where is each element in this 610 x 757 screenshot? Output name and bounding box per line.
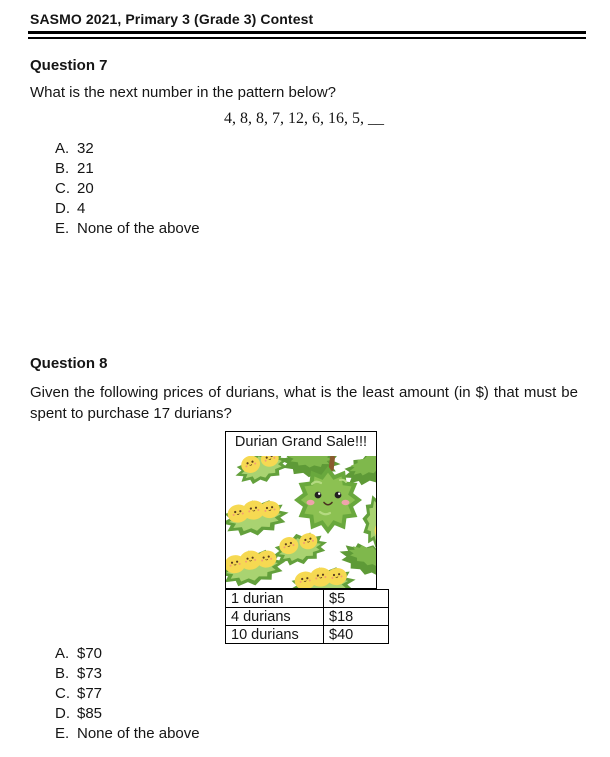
option-text: 32 xyxy=(77,140,94,157)
price-table-item: 1 durian xyxy=(226,590,324,608)
option-letter: C. xyxy=(55,685,70,702)
question7-options-list xyxy=(55,139,200,239)
option-text: $73 xyxy=(77,665,103,682)
poster-title: Durian Grand Sale!!! xyxy=(234,434,368,450)
option-row-d xyxy=(55,704,200,724)
header-divider-rule xyxy=(28,31,586,39)
option-row-d xyxy=(55,199,200,219)
question7-number-pattern: 4, 8, 8, 7, 12, 6, 16, 5, __ xyxy=(224,110,384,127)
option-text: 4 xyxy=(77,200,86,217)
question8-options-list xyxy=(55,644,200,744)
price-table-price: $40 xyxy=(324,626,389,644)
option-row-c xyxy=(55,684,200,704)
durian-illustration xyxy=(226,456,376,589)
option-row-b xyxy=(55,159,200,179)
question7-prompt: What is the next number in the pattern below? xyxy=(30,84,337,101)
option-row-a xyxy=(55,644,200,664)
option-letter: B. xyxy=(55,665,70,682)
table-row xyxy=(226,590,389,608)
option-row-e xyxy=(55,724,200,744)
durian-sale-poster xyxy=(225,431,377,589)
option-letter: C. xyxy=(55,180,70,197)
option-row-c xyxy=(55,179,200,199)
option-text: 21 xyxy=(77,160,94,177)
option-letter: B. xyxy=(55,160,70,177)
price-table-item: 10 durians xyxy=(226,626,324,644)
option-text: $85 xyxy=(77,705,103,722)
table-row xyxy=(226,608,389,626)
option-letter: D. xyxy=(55,705,70,722)
price-table-price: $5 xyxy=(324,590,389,608)
option-letter: A. xyxy=(55,645,70,662)
option-letter: E. xyxy=(55,725,70,742)
option-letter: E. xyxy=(55,220,70,237)
option-text: None of the above xyxy=(77,220,200,237)
price-table-price: $18 xyxy=(324,608,389,626)
question8-title: Question 8 xyxy=(30,355,108,372)
option-letter: D. xyxy=(55,200,70,217)
table-row xyxy=(226,626,389,644)
option-text: $70 xyxy=(77,645,103,662)
durian-price-table xyxy=(225,589,389,644)
question8-prompt xyxy=(30,382,578,424)
option-text: $77 xyxy=(77,685,103,702)
price-table-item: 4 durians xyxy=(226,608,324,626)
option-text: 20 xyxy=(77,180,94,197)
option-row-b xyxy=(55,664,200,684)
question7-title: Question 7 xyxy=(30,57,108,74)
question8-prompt-line2: spent to purchase 17 durians? xyxy=(30,405,232,422)
question8-prompt-line1: Given the following prices of durians, what is the least amount (in $) that must be xyxy=(30,384,578,401)
option-row-e xyxy=(55,219,200,239)
option-letter: A. xyxy=(55,140,70,157)
option-row-a xyxy=(55,139,200,159)
option-text: None of the above xyxy=(77,725,200,742)
document-header-title: SASMO 2021, Primary 3 (Grade 3) Contest xyxy=(30,11,314,27)
